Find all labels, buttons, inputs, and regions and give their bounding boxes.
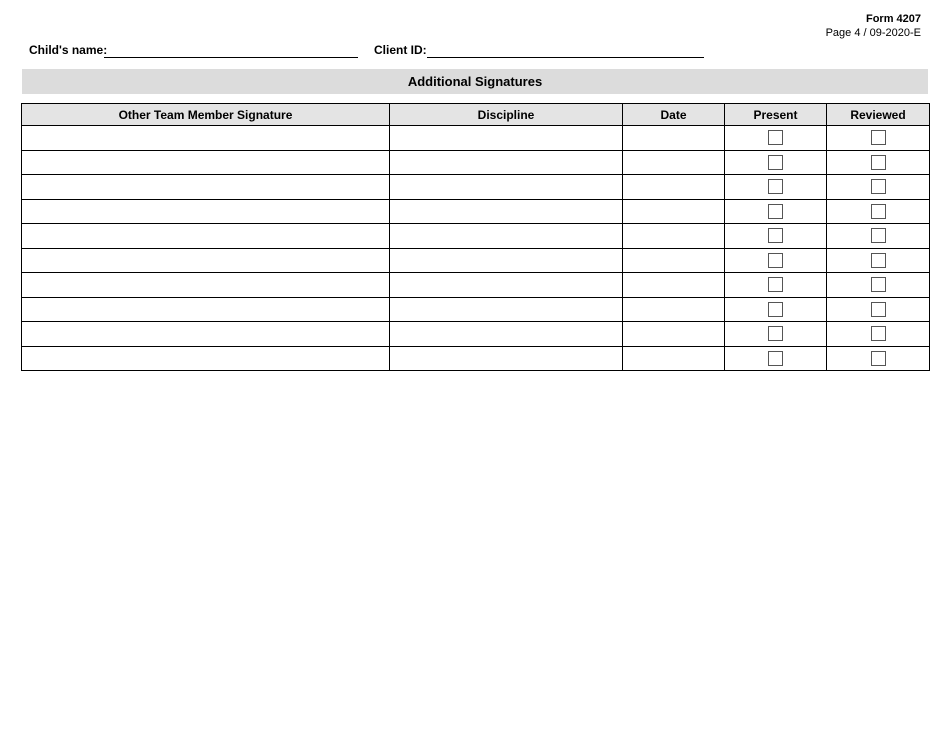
- date-cell: [623, 175, 725, 200]
- signature-input[interactable]: [22, 322, 389, 346]
- discipline-cell: [390, 322, 623, 347]
- discipline-cell: [390, 297, 623, 322]
- table-row: [22, 150, 930, 175]
- present-cell: [725, 150, 827, 175]
- date-input[interactable]: [623, 298, 724, 322]
- date-input[interactable]: [623, 175, 724, 199]
- reviewed-checkbox[interactable]: [871, 277, 886, 292]
- column-header-date: Date: [623, 104, 725, 126]
- date-cell: [623, 150, 725, 175]
- signature-cell: [22, 322, 390, 347]
- date-input[interactable]: [623, 200, 724, 224]
- reviewed-cell: [827, 175, 930, 200]
- discipline-input[interactable]: [390, 249, 622, 273]
- signature-cell: [22, 224, 390, 249]
- child-name-field[interactable]: [104, 40, 358, 56]
- discipline-cell: [390, 248, 623, 273]
- discipline-input[interactable]: [390, 298, 622, 322]
- signature-cell: [22, 297, 390, 322]
- child-name-label: Child's name:: [29, 43, 108, 57]
- discipline-input[interactable]: [390, 126, 622, 150]
- signature-input[interactable]: [22, 347, 389, 371]
- date-input[interactable]: [623, 224, 724, 248]
- table-row: [22, 346, 930, 371]
- present-cell: [725, 297, 827, 322]
- signature-cell: [22, 248, 390, 273]
- reviewed-checkbox[interactable]: [871, 130, 886, 145]
- reviewed-checkbox[interactable]: [871, 326, 886, 341]
- client-id-line: [427, 57, 704, 58]
- present-checkbox[interactable]: [768, 302, 783, 317]
- present-checkbox[interactable]: [768, 155, 783, 170]
- column-header-present: Present: [725, 104, 827, 126]
- discipline-cell: [390, 273, 623, 298]
- date-cell: [623, 248, 725, 273]
- reviewed-checkbox[interactable]: [871, 204, 886, 219]
- signature-input[interactable]: [22, 126, 389, 150]
- reviewed-cell: [827, 126, 930, 151]
- reviewed-checkbox[interactable]: [871, 253, 886, 268]
- present-cell: [725, 273, 827, 298]
- present-checkbox[interactable]: [768, 228, 783, 243]
- reviewed-cell: [827, 322, 930, 347]
- discipline-input[interactable]: [390, 224, 622, 248]
- reviewed-cell: [827, 248, 930, 273]
- reviewed-checkbox[interactable]: [871, 228, 886, 243]
- discipline-input[interactable]: [390, 322, 622, 346]
- signatures-table: [21, 103, 930, 371]
- discipline-input[interactable]: [390, 175, 622, 199]
- column-header-signature: Other Team Member Signature: [22, 104, 390, 126]
- date-input[interactable]: [623, 273, 724, 297]
- discipline-cell: [390, 224, 623, 249]
- signature-input[interactable]: [22, 298, 389, 322]
- date-cell: [623, 126, 725, 151]
- signature-cell: [22, 175, 390, 200]
- page-info: Page 4 / 09-2020-E: [825, 27, 921, 39]
- present-checkbox[interactable]: [768, 130, 783, 145]
- signature-cell: [22, 273, 390, 298]
- date-input[interactable]: [623, 249, 724, 273]
- discipline-input[interactable]: [390, 273, 622, 297]
- table-row: [22, 248, 930, 273]
- reviewed-cell: [827, 297, 930, 322]
- present-checkbox[interactable]: [768, 253, 783, 268]
- reviewed-checkbox[interactable]: [871, 179, 886, 194]
- date-cell: [623, 346, 725, 371]
- date-cell: [623, 224, 725, 249]
- reviewed-cell: [827, 199, 930, 224]
- discipline-cell: [390, 346, 623, 371]
- table-row: [22, 297, 930, 322]
- signature-input[interactable]: [22, 151, 389, 175]
- present-cell: [725, 126, 827, 151]
- table-header-row: [22, 104, 930, 126]
- reviewed-cell: [827, 346, 930, 371]
- date-input[interactable]: [623, 126, 724, 150]
- client-id-field[interactable]: [427, 40, 704, 56]
- signature-cell: [22, 126, 390, 151]
- discipline-input[interactable]: [390, 347, 622, 371]
- table-row: [22, 224, 930, 249]
- form-number: Form 4207: [865, 13, 921, 25]
- reviewed-cell: [827, 273, 930, 298]
- date-input[interactable]: [623, 347, 724, 371]
- signature-cell: [22, 346, 390, 371]
- client-id-label: Client ID:: [374, 43, 427, 57]
- table-row: [22, 322, 930, 347]
- section-title: Additional Signatures: [22, 69, 928, 94]
- discipline-cell: [390, 126, 623, 151]
- present-checkbox[interactable]: [768, 351, 783, 366]
- discipline-input[interactable]: [390, 200, 622, 224]
- date-cell: [623, 297, 725, 322]
- discipline-cell: [390, 175, 623, 200]
- table-row: [22, 126, 930, 151]
- column-header-discipline: Discipline: [390, 104, 623, 126]
- table-row: [22, 273, 930, 298]
- reviewed-checkbox[interactable]: [871, 155, 886, 170]
- present-checkbox[interactable]: [768, 179, 783, 194]
- column-header-reviewed: Reviewed: [827, 104, 930, 126]
- reviewed-checkbox[interactable]: [871, 351, 886, 366]
- reviewed-checkbox[interactable]: [871, 302, 886, 317]
- signature-input[interactable]: [22, 200, 389, 224]
- signature-cell: [22, 199, 390, 224]
- present-cell: [725, 175, 827, 200]
- signature-input[interactable]: [22, 224, 389, 248]
- discipline-cell: [390, 199, 623, 224]
- child-name-line: [104, 57, 358, 58]
- present-cell: [725, 199, 827, 224]
- signature-input[interactable]: [22, 175, 389, 199]
- date-input[interactable]: [623, 151, 724, 175]
- present-cell: [725, 322, 827, 347]
- date-cell: [623, 322, 725, 347]
- date-cell: [623, 273, 725, 298]
- discipline-cell: [390, 150, 623, 175]
- form-header: [826, 12, 921, 40]
- present-checkbox[interactable]: [768, 326, 783, 341]
- date-cell: [623, 199, 725, 224]
- present-checkbox[interactable]: [768, 204, 783, 219]
- signature-input[interactable]: [22, 249, 389, 273]
- table-body: [22, 126, 930, 371]
- reviewed-cell: [827, 224, 930, 249]
- present-cell: [725, 248, 827, 273]
- signature-input[interactable]: [22, 273, 389, 297]
- table-row: [22, 199, 930, 224]
- signature-cell: [22, 150, 390, 175]
- discipline-input[interactable]: [390, 151, 622, 175]
- present-cell: [725, 346, 827, 371]
- reviewed-cell: [827, 150, 930, 175]
- present-cell: [725, 224, 827, 249]
- table-row: [22, 175, 930, 200]
- date-input[interactable]: [623, 322, 724, 346]
- present-checkbox[interactable]: [768, 277, 783, 292]
